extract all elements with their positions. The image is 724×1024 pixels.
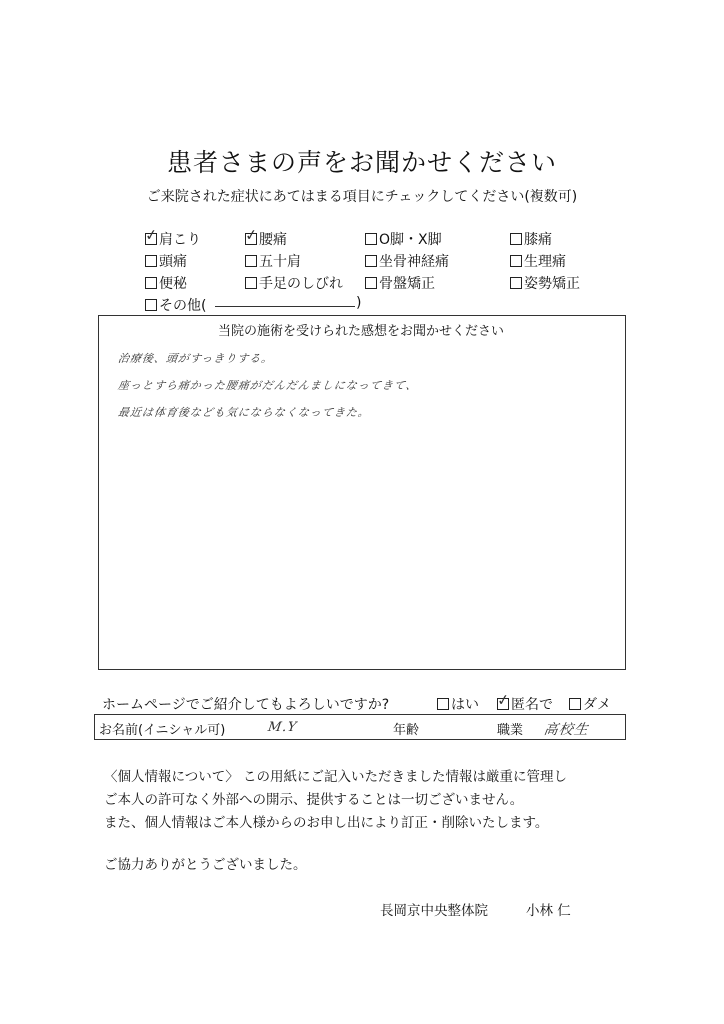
checkbox-icon bbox=[245, 277, 257, 289]
checkbox-icon bbox=[365, 233, 377, 245]
homepage-option-yes[interactable]: はい bbox=[437, 694, 479, 714]
checkbox-icon bbox=[510, 255, 522, 267]
name-value[interactable]: M.Y bbox=[266, 720, 299, 735]
check-mark-icon: ✓ bbox=[143, 225, 159, 245]
checkbox-icon bbox=[365, 255, 377, 267]
thanks-text: ご協力ありがとうございました。 bbox=[104, 857, 307, 873]
checkbox-icon bbox=[243, 225, 259, 245]
symptom-checkbox-benpi[interactable]: 便秘 bbox=[145, 273, 187, 293]
job-label: 職業 bbox=[497, 723, 524, 738]
symptom-checkbox-youtsu[interactable]: ✓ 腰痛 bbox=[243, 225, 287, 248]
age-label: 年齢 bbox=[393, 723, 420, 738]
checkbox-icon bbox=[437, 698, 449, 710]
checkbox-icon bbox=[145, 299, 157, 311]
checkbox-icon bbox=[569, 698, 581, 710]
symptom-checkbox-other[interactable]: その他( bbox=[145, 295, 206, 315]
checkbox-icon bbox=[510, 233, 522, 245]
symptom-checkbox-shisei[interactable]: 姿勢矯正 bbox=[510, 273, 580, 293]
symptom-checkbox-zutsu[interactable]: 頭痛 bbox=[145, 251, 187, 271]
homepage-option-no[interactable]: ダメ bbox=[569, 694, 611, 714]
checkbox-icon bbox=[245, 255, 257, 267]
symptom-checkbox-katakori[interactable]: ✓ 肩こり bbox=[143, 225, 201, 248]
privacy-line: 〈個人情報について〉 この用紙にご記入いただきました情報は厳重に管理し bbox=[104, 769, 568, 785]
checkbox-icon bbox=[510, 277, 522, 289]
homepage-question: ホームページでご紹介してもよろしいですか? bbox=[102, 697, 390, 713]
symptom-checkbox-shitsutsu[interactable]: 膝痛 bbox=[510, 229, 552, 249]
clinic-owner: 小林 仁 bbox=[526, 903, 571, 919]
feedback-line: 治療後、頭がすっきりする。 bbox=[117, 352, 275, 365]
feedback-box[interactable] bbox=[98, 315, 626, 670]
checkbox-icon bbox=[495, 690, 511, 710]
checkbox-icon bbox=[365, 277, 377, 289]
other-close-paren: ) bbox=[356, 295, 362, 311]
name-label: お名前(イニシャル可) bbox=[99, 723, 226, 738]
form-title: 患者さまの声をお聞かせください bbox=[166, 148, 557, 177]
clinic-name: 長岡京中央整体院 bbox=[380, 903, 488, 919]
other-input-line[interactable] bbox=[215, 306, 355, 307]
check-mark-icon: ✓ bbox=[495, 690, 511, 710]
checkbox-icon bbox=[143, 225, 159, 245]
symptom-checkbox-seiritsu[interactable]: 生理痛 bbox=[510, 251, 566, 271]
symptom-checkbox-gojukata[interactable]: 五十肩 bbox=[245, 251, 301, 271]
feedback-heading: 当院の施術を受けられた感想をお聞かせください bbox=[217, 324, 504, 339]
symptom-checkbox-zakotsu[interactable]: 坐骨神経痛 bbox=[365, 251, 449, 271]
homepage-option-anonymous[interactable]: ✓ 匿名で bbox=[495, 690, 553, 713]
symptom-checkbox-okyaku[interactable]: O脚・X脚 bbox=[365, 229, 442, 249]
symptom-checkbox-kotsuban[interactable]: 骨盤矯正 bbox=[365, 273, 435, 293]
job-value[interactable]: 高校生 bbox=[542, 722, 590, 738]
checkbox-icon bbox=[145, 277, 157, 289]
check-mark-icon: ✓ bbox=[243, 225, 259, 245]
form-subtitle: ご来院された症状にあてはまる項目にチェックしてください(複数可) bbox=[146, 189, 578, 205]
feedback-line: 座っとすら痛かった腰痛がだんだんましになってきて、 bbox=[117, 379, 419, 392]
feedback-line: 最近は体育後なども気にならなくなってきた。 bbox=[117, 406, 371, 419]
privacy-line: ご本人の許可なく外部への開示、提供することは一切ございません。 bbox=[104, 792, 524, 808]
symptom-checkbox-shibire[interactable]: 手足のしびれ bbox=[245, 273, 343, 293]
checkbox-icon bbox=[145, 255, 157, 267]
privacy-line: また、個人情報はご本人様からのお申し出により訂正・削除いたします。 bbox=[104, 815, 549, 831]
